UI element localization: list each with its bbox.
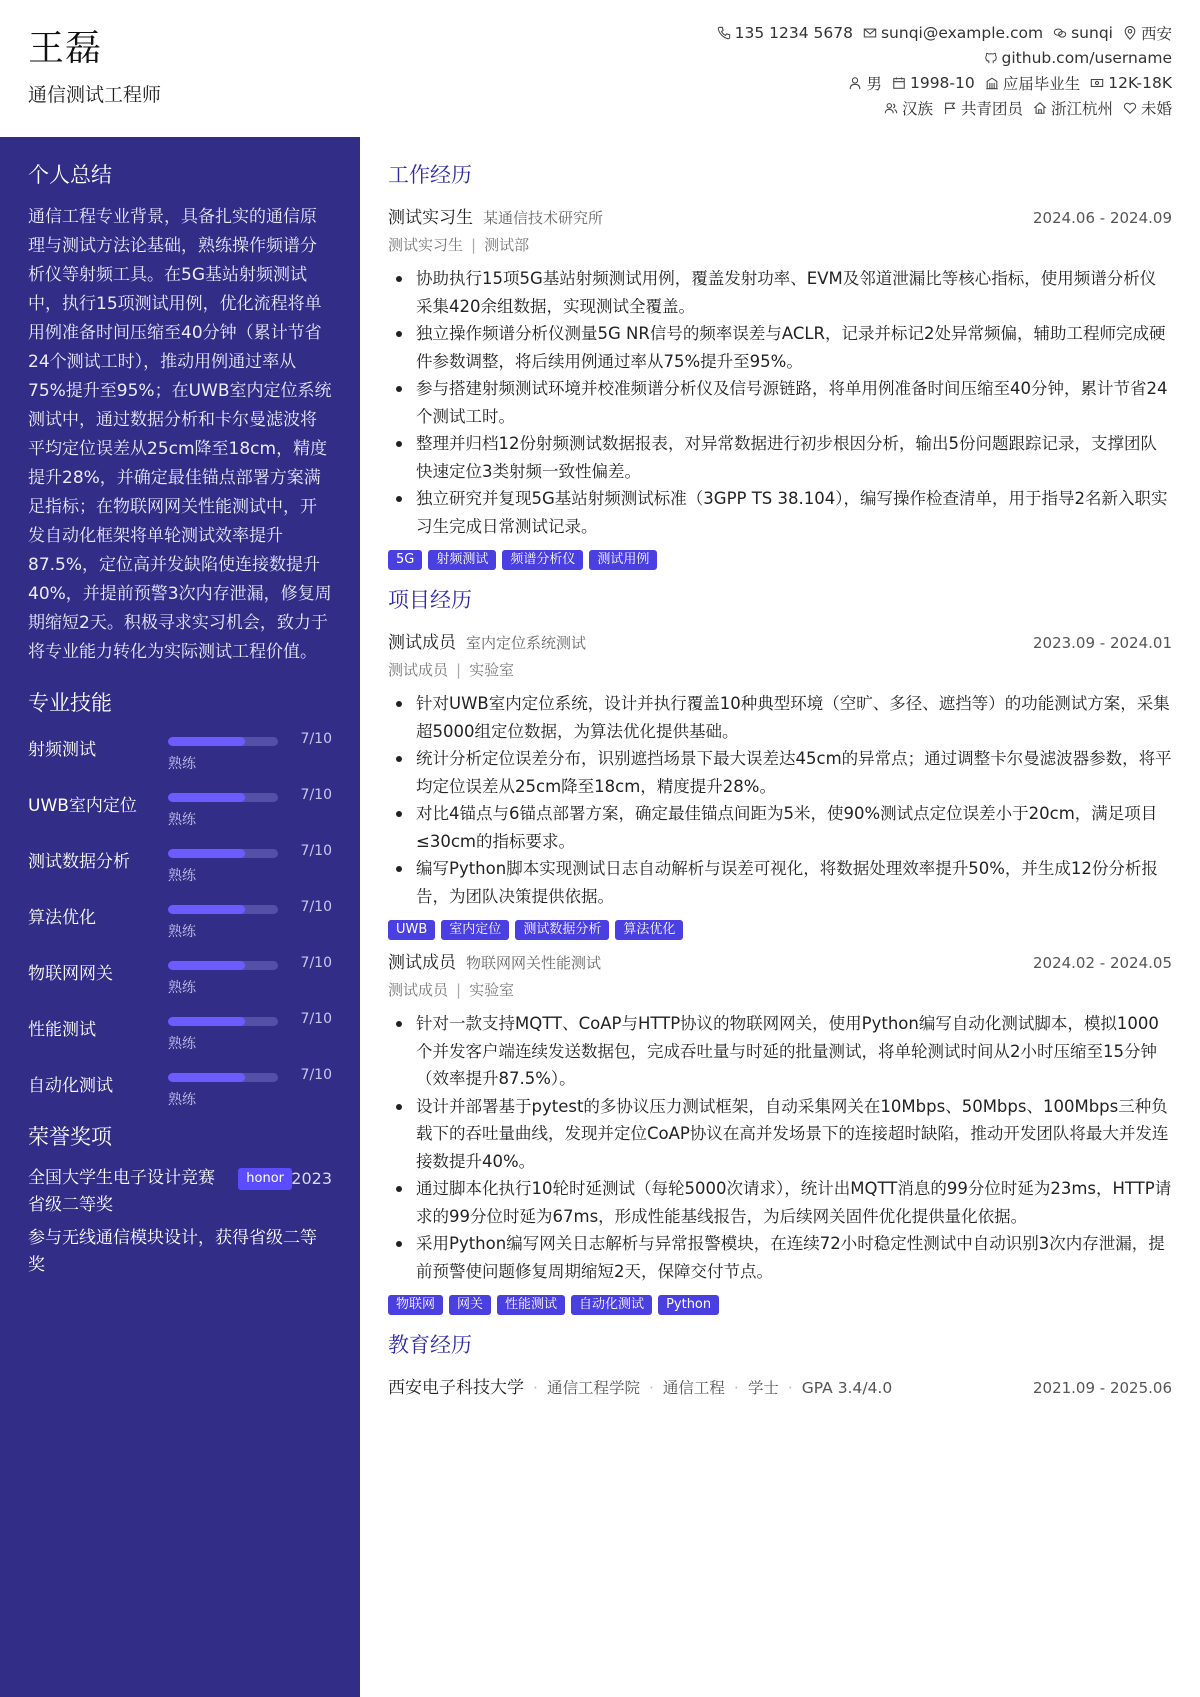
entry-sub-dept: 实验室 (469, 661, 515, 679)
entry-date: 2024.02 - 2024.05 (1032, 954, 1172, 972)
honor-item (28, 1165, 332, 1219)
work-entry (388, 203, 1172, 570)
skill-level: 熟练 (168, 924, 196, 940)
major-name: 通信工程 (662, 1379, 725, 1397)
phone-icon (717, 26, 731, 40)
entry-subtitle (388, 234, 1172, 255)
skill-level: 熟练 (168, 1036, 196, 1052)
skill-score: 7/10 (300, 899, 332, 915)
skill-name: 性能测试 (28, 1020, 96, 1040)
skill-level: 熟练 (168, 756, 196, 772)
education-entry (388, 1373, 1172, 1398)
skill-bar-fill (168, 793, 245, 802)
project-entry (388, 948, 1172, 1315)
honor-badge: honor (238, 1168, 292, 1190)
tag: Python (658, 1295, 719, 1315)
tag-list (388, 1295, 1172, 1315)
email-icon (863, 26, 877, 40)
entry-subtitle (388, 659, 1172, 680)
list-item: 编写Python脚本实现测试日志自动解析与误差可视化，将数据处理效率提升50%，并生成12份分析报告，为团队决策提供依据。 (388, 855, 1172, 910)
entry-sub-role: 测试实习生 (388, 236, 464, 254)
tag: 频谱分析仪 (502, 550, 583, 570)
separator-dot: · (733, 1379, 739, 1397)
skill-bar (168, 849, 278, 858)
tag-list (388, 920, 1172, 940)
entry-date: 2023.09 - 2024.01 (1032, 634, 1172, 652)
location: 西安 (1140, 24, 1172, 43)
skill-score: 7/10 (300, 787, 332, 803)
political-status: 共青团员 (960, 99, 1023, 118)
entry-sub-dept: 测试部 (484, 236, 530, 254)
flag-icon (943, 101, 957, 115)
skill-item (28, 723, 332, 779)
gpa: GPA 3.4/4.0 (801, 1379, 893, 1397)
list-item: 设计并部署基于pytest的多协议压力测试框架，自动采集网关在10Mbps、50Mbps、100Mbps三种负载下的吞吐量曲线，发现并定位CoAP协议在高并发场景下的连接超时缺陷，推动开发团队将最大并发连接数提升40%。 (388, 1093, 1172, 1176)
skills-heading: 专业技能 (28, 691, 112, 715)
skill-name: 物联网网关 (28, 964, 113, 984)
skill-name: 测试数据分析 (28, 852, 130, 872)
summary-heading: 个人总结 (28, 163, 112, 187)
tag: 性能测试 (497, 1295, 565, 1315)
main-content (388, 137, 1172, 1398)
tag: 网关 (449, 1295, 491, 1315)
entry-date: 2024.06 - 2024.09 (1032, 209, 1172, 227)
entry-sub-dept: 实验室 (469, 981, 515, 999)
skill-bar-fill (168, 961, 245, 970)
entry-org: 某通信技术研究所 (483, 209, 604, 227)
list-item: 协助执行15项5G基站射频测试用例，覆盖发射功率、EVM及邻道泄漏比等核心指标，使用频谱分析仪采集420余组数据，实现测试全覆盖。 (388, 265, 1172, 320)
list-item: 参与搭建射频测试环境并校准频谱分析仪及信号源链路，将单用例准备时间压缩至40分钟，累计节省24个测试工时。 (388, 375, 1172, 430)
skill-bar-fill (168, 737, 245, 746)
sidebar (0, 137, 360, 1697)
list-item: 通过脚本化执行10轮时延测试（每轮5000次请求），统计出MQTT消息的99分位时延为23ms，HTTP请求的99分位时延为67ms，形成性能基线报告，为后续网关固件优化提供量化依据。 (388, 1175, 1172, 1230)
skill-bar (168, 793, 278, 802)
skill-bar (168, 1073, 278, 1082)
people-icon (884, 101, 898, 115)
entry-subtitle (388, 979, 1172, 1000)
skill-bar (168, 737, 278, 746)
honor-year: 2023 (291, 1169, 332, 1188)
education-heading: 教育经历 (388, 1333, 472, 1357)
honors-heading: 荣誉奖项 (28, 1125, 112, 1149)
skill-level: 熟练 (168, 812, 196, 828)
list-item: 针对一款支持MQTT、CoAP与HTTP协议的物联网网关，使用Python编写自动化测试脚本，模拟1000个并发客户端连续发送数据包，完成吞吐量与时延的批量测试，将单轮测试时间从2小时压缩至15分钟（效率提升87.5%）。 (388, 1010, 1172, 1093)
skill-score: 7/10 (300, 731, 332, 747)
tag: UWB (388, 920, 435, 940)
separator-dot: · (533, 1379, 538, 1397)
separator-dot: · (787, 1379, 793, 1397)
list-item: 针对UWB室内定位系统，设计并执行覆盖10种典型环境（空旷、多径、遮挡等）的功能测试方案，采集超5000组定位数据，为算法优化提供基础。 (388, 690, 1172, 745)
separator: | (456, 981, 462, 999)
skill-item (28, 891, 332, 947)
building-icon (985, 76, 999, 90)
bullet-list (388, 690, 1172, 910)
skill-item (28, 835, 332, 891)
skill-level: 熟练 (168, 1092, 196, 1108)
skill-level: 熟练 (168, 980, 196, 996)
tag: 算法优化 (615, 920, 683, 940)
summary-text: 通信工程专业背景，具备扎实的通信原理与测试方法论基础，熟练操作频谱分析仪等射频工具。在5G基站射频测试中，执行15项测试用例，优化流程将单用例准备时间压缩至40分钟（累计节省24个测试工时），推动用例通过率从75%提升至95%；在UWB室内定位系统测试中，通过数据分析和卡尔曼滤波将平均定位误差从25cm降至18cm，精度提升28%，并确定最佳锚点部署方案满足指标；在物联网网关性能测试中，开发自动化框架将单轮测试效率提升87.5%，定位高并发缺陷使连接数提升40%，并提前预警3次内存泄漏，修复周期缩短2天。积极寻求实习机会，致力于将专业能力转化为实际测试工程价值。 (28, 207, 332, 662)
separator: | (471, 236, 477, 254)
bullet-list (388, 1010, 1172, 1285)
ethnicity: 汉族 (901, 99, 933, 118)
honor-item (28, 1225, 332, 1279)
list-item: 独立操作频谱分析仪测量5G NR信号的频率误差与ACLR，记录并标记2处异常频偏，辅助工程师完成硬件参数调整，将后续用例通过率从75%提升至95%。 (388, 320, 1172, 375)
skill-score: 7/10 (300, 955, 332, 971)
list-item: 统计分析定位误差分布，识别遮挡场景下最大误差达45cm的异常点；通过调整卡尔曼滤波器参数，将平均定位误差从25cm降至18cm，精度提升28%。 (388, 745, 1172, 800)
degree: 学士 (747, 1379, 779, 1397)
skill-name: 算法优化 (28, 908, 96, 928)
home-icon (1033, 101, 1047, 115)
tag: 测试用例 (589, 550, 657, 570)
entry-role: 测试成员 (388, 633, 456, 653)
tag: 5G (388, 550, 422, 570)
candidate-name: 王磊 (28, 28, 103, 69)
tag-list (388, 550, 1172, 570)
skill-bar-fill (168, 905, 245, 914)
github-icon (984, 51, 998, 65)
money-icon (1090, 76, 1104, 90)
tag: 物联网 (388, 1295, 443, 1315)
location-pin-icon (1123, 26, 1137, 40)
separator: | (456, 661, 462, 679)
skill-name: UWB室内定位 (28, 796, 137, 816)
entry-role: 测试成员 (388, 953, 456, 973)
school-name: 西安电子科技大学 (388, 1378, 524, 1398)
skill-bar (168, 1017, 278, 1026)
hometown: 浙江杭州 (1050, 99, 1113, 118)
email-address[interactable]: sunqi@example.com (880, 23, 1044, 42)
skill-bar-fill (168, 849, 245, 858)
job-title: 通信测试工程师 (28, 84, 162, 106)
skill-item (28, 1059, 332, 1115)
gender: 男 (866, 74, 882, 93)
birth-date: 1998-10 (909, 73, 975, 92)
honor-text: 参与无线通信模块设计，获得省级二等奖 (28, 1228, 317, 1275)
skill-item (28, 1003, 332, 1059)
skill-item (28, 779, 332, 835)
list-item: 对比4锚点与6锚点部署方案，确定最佳锚点间距为5米，使90%测试点定位误差小于20cm，满足项目≤30cm的指标要求。 (388, 800, 1172, 855)
skill-item (28, 947, 332, 1003)
github-link[interactable]: github.com/username (1001, 48, 1172, 67)
marital-status: 未婚 (1140, 99, 1172, 118)
list-item: 独立研究并复现5G基站射频测试标准（3GPP TS 38.104），编写操作检查清单，用于指导2名新入职实习生完成日常测试记录。 (388, 485, 1172, 540)
separator-dot: · (648, 1379, 654, 1397)
skill-bar (168, 905, 278, 914)
entry-org: 室内定位系统测试 (466, 634, 587, 652)
skill-name: 射频测试 (28, 740, 96, 760)
graduate-status: 应届毕业生 (1002, 74, 1081, 93)
skill-bar-fill (168, 1017, 245, 1026)
education-date: 2021.09 - 2025.06 (1032, 1379, 1172, 1397)
tag: 射频测试 (428, 550, 496, 570)
bullet-list (388, 265, 1172, 540)
entry-sub-role: 测试成员 (388, 661, 449, 679)
contact-info (717, 20, 1172, 120)
wechat-id: sunqi (1071, 23, 1113, 42)
expected-salary: 12K-18K (1108, 73, 1172, 92)
skill-bar (168, 961, 278, 970)
project-entry (388, 628, 1172, 940)
person-icon (848, 76, 862, 90)
list-item: 整理并归档12份射频测试数据报表，对异常数据进行初步根因分析，输出5份问题跟踪记录，支撑团队快速定位3类射频一致性偏差。 (388, 430, 1172, 485)
project-heading: 项目经历 (388, 588, 472, 612)
phone-number[interactable]: 135 1234 5678 (734, 23, 853, 42)
work-heading: 工作经历 (388, 163, 472, 187)
skill-score: 7/10 (300, 1067, 332, 1083)
honor-text: 全国大学生电子设计竞赛省级二等奖 (28, 1168, 215, 1215)
entry-org: 物联网网关性能测试 (466, 954, 602, 972)
skill-score: 7/10 (300, 843, 332, 859)
list-item: 采用Python编写网关日志解析与异常报警模块，在连续72小时稳定性测试中自动识别3次内存泄漏，提前预警使问题修复周期缩短2天，保障交付节点。 (388, 1230, 1172, 1285)
skill-score: 7/10 (300, 1011, 332, 1027)
college-name: 通信工程学院 (546, 1379, 640, 1397)
calendar-icon (892, 76, 906, 90)
heart-icon (1123, 101, 1137, 115)
wechat-icon (1053, 26, 1067, 40)
skill-level: 熟练 (168, 868, 196, 884)
entry-sub-role: 测试成员 (388, 981, 449, 999)
entry-role: 测试实习生 (388, 208, 473, 228)
tag: 测试数据分析 (515, 920, 609, 940)
tag: 室内定位 (441, 920, 509, 940)
resume-header (0, 0, 1200, 137)
skills-list (28, 723, 332, 1115)
tag: 自动化测试 (571, 1295, 652, 1315)
skill-bar-fill (168, 1073, 245, 1082)
skill-name: 自动化测试 (28, 1076, 113, 1096)
